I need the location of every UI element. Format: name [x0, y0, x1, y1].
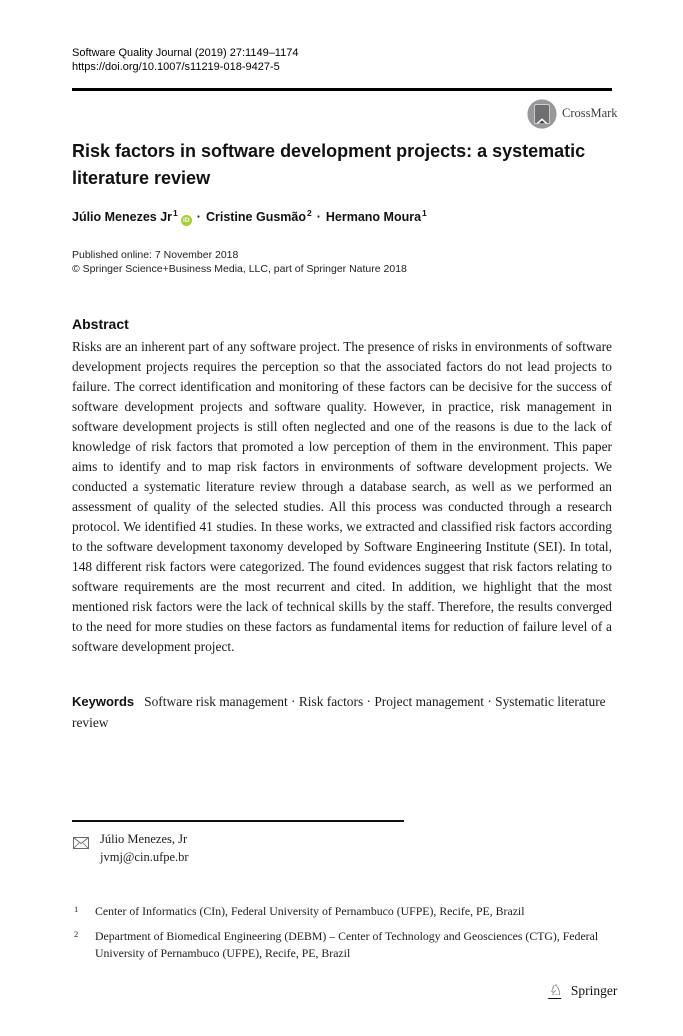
corresponding-author-name: Júlio Menezes, Jr: [100, 832, 188, 846]
orcid-icon[interactable]: iD: [181, 215, 192, 226]
keywords-list: Software risk management · Risk factors · Project management · Systematic literature review: [72, 694, 606, 730]
article-title: Risk factors in software development projects: a systematic literature review: [72, 141, 586, 188]
author-separator: ·: [316, 210, 321, 225]
affiliation-2: 2 Department of Biomedical Engineering (DEBM) – Center of Technology and Geosciences (CTG), Federal University of Pernambuco (UFPE), Recife, PE, Brazil: [74, 929, 599, 960]
doi-link[interactable]: https://doi.org/10.1007/s11219-018-9427-5: [72, 61, 280, 73]
springer-horse-icon: ♘: [548, 981, 564, 999]
keywords-heading: Keywords: [72, 694, 135, 709]
author-list: [72, 208, 612, 226]
copyright-line: © Springer Science+Business Media, LLC, part of Springer Nature 2018: [72, 263, 407, 275]
affiliation-1: 1 Center of Informatics (CIn), Federal University of Pernambuco (UFPE), Recife, PE, Brazil: [74, 904, 525, 918]
journal-citation: Software Quality Journal (2019) 27:1149–1174: [72, 47, 299, 59]
footnote-rule: [72, 820, 404, 822]
abstract-heading: Abstract: [72, 316, 129, 332]
abstract-text: Risks are an inherent part of any software project. The presence of risks in environments of software development projects requires the perception so that the associated factors do not lead projects to failure. The correct identification and monitoring of these factors can be decisive for the success of software development projects and software quality. However, in practice, risk management in software development projects is still often neglected and one of the reasons is due to the lack of knowledge of risk factors that promoted a low perception of them in the environment. This paper aims to identify and to map risk factors in environments of software development projects. We conducted a systematic literature review through a database search, as well as we performed an assessment of quality of the selected studies. All this process was conducted through a research protocol. We identified 41 studies. In these works, we extracted and classified risk factors according to the software development taxonomy developed by Software Engineering Institute (SEI). In total, 148 different risk factors were categorized. The found evidences suggest that risk factors relating to software requirements are the most recurrent and cited. In addition, we highlight that the most mentioned risk factors were the lack of technical skills by the staff. Therefore, the results converged to the need for more studies on these factors as fundamental items for reduction of failure level of a software development project.: [72, 339, 612, 654]
envelope-icon: [73, 837, 89, 849]
crossmark-badge[interactable]: [526, 98, 636, 130]
author-3[interactable]: Hermano Moura$^1$: [325, 208, 427, 225]
published-online: Published online: 7 November 2018: [72, 249, 239, 261]
keywords-block: [72, 691, 612, 733]
crossmark-label: CrossMark: [562, 106, 618, 120]
author-separator: ·: [196, 210, 201, 225]
crossmark-icon: [526, 98, 558, 130]
publisher-logo: [549, 982, 617, 1004]
corresponding-author-email[interactable]: jvmj@cin.ufpe.br: [100, 850, 189, 864]
author-1[interactable]: Júlio Menezes Jr$^1$: [72, 208, 178, 225]
header-rule: [72, 88, 612, 91]
publisher-name: Springer: [570, 982, 618, 998]
author-2[interactable]: Cristine Gusmão$^2$: [205, 208, 312, 225]
